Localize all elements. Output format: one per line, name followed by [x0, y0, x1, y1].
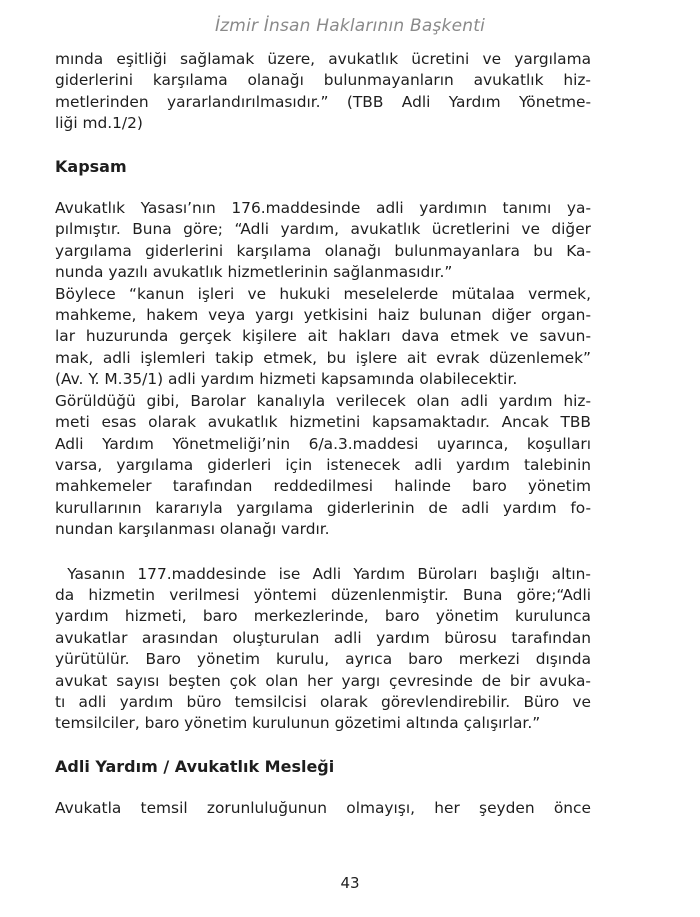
text-line: Avukatla temsil zorunluluğunun olmayışı, her şeyden önce	[55, 799, 591, 818]
text-line: nundan karşılanması olanağı vardır.	[55, 520, 330, 539]
text-line: liği md.1/2)	[55, 114, 143, 133]
section-heading-kapsam: Kapsam	[55, 156, 127, 176]
page-body	[55, 49, 591, 820]
text-line: mak, adli işlemleri takip etmek, bu işlere ait evrak düzenlemek”	[55, 348, 591, 367]
section-heading-adli-yardim: Adli Yardım / Avukatlık Mesleği	[55, 756, 335, 776]
text-line: yargılama giderlerini karşılama olanağı bulunmayanlara bu Ka-	[55, 241, 591, 260]
text-line: da hizmetin verilmesi yöntemi düzenlenmiştir. Buna göre;“Adli	[55, 585, 591, 604]
text-line: temsilciler, baro yönetim kurulunun gözetimi altında çalışırlar.”	[55, 714, 541, 733]
text-line: Adli Yardım Yönetmeliği’nin 6/a.3.maddesi uyarınca, koşulları	[55, 434, 591, 453]
intro-paragraph	[55, 49, 591, 135]
kapsam-paragraph-3	[55, 391, 591, 541]
text-line: (Av. Y. M.35/1) adli yardım hizmeti kapsamında olabilecektir.	[55, 370, 518, 389]
text-line: Görüldüğü gibi, Barolar kanalıyla verilecek olan adli yardım hiz-	[55, 391, 591, 410]
kapsam-paragraph-4	[55, 564, 591, 735]
text-line: yürütülür. Baro yönetim kurulu, ayrıca baro merkezi dışında	[55, 650, 591, 669]
running-header: İzmir İnsan Haklarının Başkenti	[214, 16, 486, 36]
kapsam-paragraph-1	[55, 198, 591, 284]
text-line: mahkemeler tarafından reddedilmesi halinde baro yönetim	[55, 477, 591, 496]
text-line: yardım hizmeti, baro merkezlerinde, baro yönetim kurulunca	[55, 607, 591, 626]
text-line: metlerinden yararlandırılmasıdır.” (TBB Adli Yardım Yönetme-	[55, 92, 591, 111]
kapsam-paragraph-2	[55, 284, 591, 391]
text-line: mında eşitliği sağlamak üzere, avukatlık ücretini ve yargılama	[55, 50, 591, 68]
text-line: varsa, yargılama giderleri için istenecek adli yardım talebinin	[55, 455, 591, 474]
text-line: nunda yazılı avukatlık hizmetlerinin sağlanmasıdır.”	[55, 263, 453, 282]
text-line: avukatlar arasından oluşturulan adli yardım bürosu tarafından	[55, 628, 591, 647]
text-line: giderlerini karşılama olanağı bulunmayanların avukatlık hiz-	[55, 71, 591, 90]
text-line: meti esas olarak avukatlık hizmetini kapsamaktadır. Ancak TBB	[55, 413, 591, 432]
text-line: mahkeme, hakem veya yargı yetkisini haiz bulunan diğer organ-	[55, 306, 591, 325]
text-line: lar huzurunda gerçek kişilere ait hakları dava etmek ve savun-	[55, 327, 591, 346]
text-line: kurullarının kararıyla yargılama giderlerinin de adli yardım fo-	[55, 498, 591, 517]
text-line: tı adli yardım büro temsilcisi olarak görevlendirebilir. Büro ve	[55, 692, 591, 711]
text-line: Böylece “kanun işleri ve hukuki meselelerde mütalaa vermek,	[55, 284, 591, 303]
text-line: Yasanın 177.maddesinde ise Adli Yardım Büroları başlığı altın-	[55, 564, 591, 583]
text-line: avukat sayısı beşten çok olan her yargı çevresinde de bir avuka-	[55, 671, 591, 690]
page-number: 43	[340, 874, 360, 892]
adli-yardim-paragraph-1	[55, 798, 591, 819]
text-line: pılmıştır. Buna göre; “Adli yardım, avukatlık ücretlerini ve diğer	[55, 220, 591, 239]
text-line: Avukatlık Yasası’nın 176.maddesinde adli yardımın tanımı ya-	[55, 199, 591, 218]
